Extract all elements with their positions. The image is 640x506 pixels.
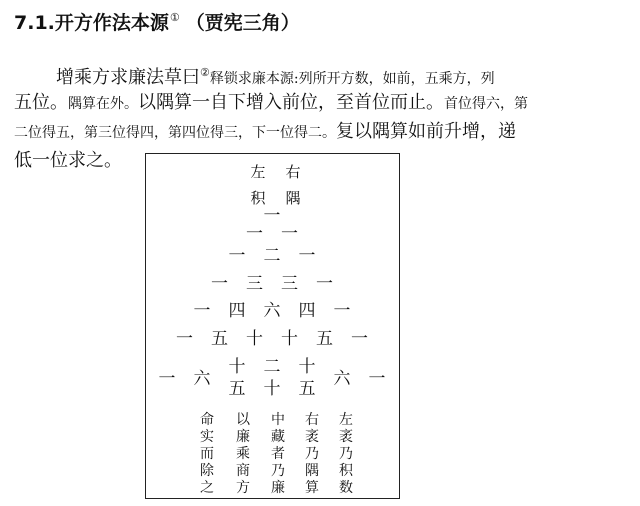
triangle-number: 十	[246, 329, 263, 349]
triangle-number: 六	[193, 369, 211, 389]
header-right-char: 隅	[285, 189, 301, 207]
triangle-number: 一	[176, 329, 193, 349]
triangle-number: 四	[228, 301, 246, 321]
footer-column-text: 以廉乘商方	[236, 412, 250, 496]
triangle-number: 一	[351, 329, 368, 349]
text-span: 以隅算一自下增入前位，至首位而止。	[138, 92, 444, 113]
footnote-marker: ①	[169, 11, 180, 24]
header-left-char: 积	[250, 189, 266, 207]
triangle-number: 十	[281, 329, 298, 349]
triangle-number: 六	[333, 369, 351, 389]
triangle-number: 一	[211, 274, 228, 294]
triangle-number-char: 十	[298, 357, 316, 377]
footer-column-text: 右袤乃隅算	[305, 412, 319, 496]
section-heading	[14, 8, 300, 35]
triangle-number: 一	[333, 301, 351, 321]
triangle-number: 二	[263, 246, 281, 266]
section-title: 开方作法本源	[54, 12, 169, 34]
text-span: 复以隅算如前升增，递	[336, 121, 516, 142]
paragraph-line-2	[14, 88, 626, 119]
footer-column-text: 命实而除之	[200, 412, 214, 496]
triangle-number-char: 二	[263, 357, 281, 377]
triangle-number: 一	[228, 246, 246, 266]
triangle-number-char: 十	[228, 357, 246, 377]
header-left-char: 左	[250, 163, 266, 181]
triangle-number: 一	[246, 224, 263, 244]
triangle-number: 五	[316, 329, 333, 349]
triangle-number: 四	[298, 301, 316, 321]
triangle-number-char: 十	[263, 379, 281, 399]
triangle-number-char: 五	[228, 379, 246, 399]
section-subtitle: （贾宪三角）	[185, 12, 300, 34]
text-span: 首位得六，第	[444, 96, 528, 112]
footer-column-text: 左袤乃积数	[339, 412, 353, 496]
triangle-number: 三	[281, 274, 298, 294]
text-span: 五位。	[14, 92, 68, 113]
triangle-number: 一	[263, 206, 281, 226]
text-span: 增乘方求廉法草曰	[56, 67, 200, 88]
triangle-number: 五	[211, 329, 228, 349]
text-span: 低一位求之。	[14, 150, 122, 171]
triangle-number: 六	[263, 301, 281, 321]
text-span: 隅算在外。	[68, 96, 138, 112]
triangle-number: 一	[281, 224, 298, 244]
triangle-number: 一	[193, 301, 211, 321]
footnote-marker: ②	[200, 66, 210, 79]
triangle-number: 一	[298, 246, 316, 266]
triangle-number: 一	[158, 369, 176, 389]
triangle-number: 一	[316, 274, 333, 294]
triangle-number: 一	[368, 369, 386, 389]
paragraph-line-3	[14, 117, 626, 148]
header-right-char: 右	[285, 163, 301, 181]
triangle-number: 三	[246, 274, 263, 294]
footer-column-text: 中藏者乃廉	[271, 412, 285, 496]
triangle-number-char: 五	[298, 379, 316, 399]
text-span: 释锁求廉本源:列所开方数，如前，五乘方，列	[209, 71, 495, 87]
section-number: 7.1.	[14, 12, 55, 34]
text-span: 二位得五，第三位得四，第四位得三，下一位得二。	[14, 125, 336, 141]
